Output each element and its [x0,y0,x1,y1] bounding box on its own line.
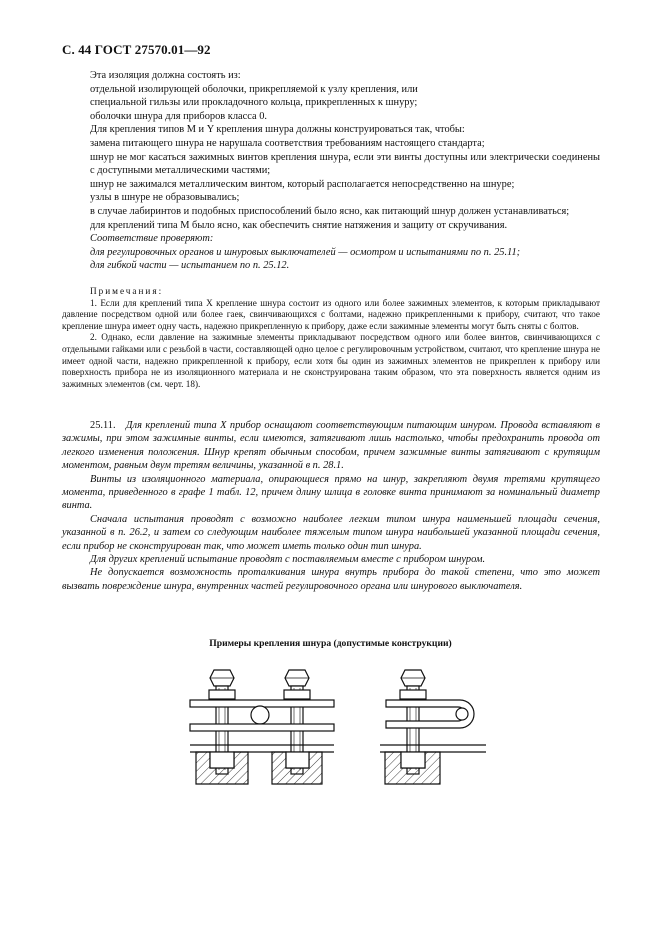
section-paragraph: Сначала испытания проводят с возможно наиболее легким типом шнура наименьшей площади сечения, указанной в п. 26.2, и затем со следующим наиболее тяжелым типом шнура наибольшей указанной площади сечения, если прибор не сконструирован так, что может иметь только один тип шнура. [62,513,600,552]
right-anchorage-figure [380,670,486,784]
cord-section [251,706,269,724]
intro-line: замена питающего шнура не нарушала соответствия требованиям настоящего стандарта; [90,137,485,149]
figure-title: Примеры крепления шнура (допустимые конструкции) [209,638,452,649]
note-item: 2. Однако, если давление на зажимные элементы прикладывают посредством одного или более винтов, свинчивающихся с отдельными гайками или с резьбой в части, составляющей одно целое с регулировочным устройством, считают, что крепление шнура не имеет одной части, надежно прикрепленной к прибору, если хотя бы один из зажимных элементов не прикреплен к прибору или поверхность прибора не из изоляционного материала и не сконструирована таким образом, что эта поверхность является одним из зажимных элементов (см. черт. 18). [62,332,600,389]
intro-line: специальной гильзы или прокладочного кольца, прикрепленных к шнуру; [90,97,418,109]
section-paragraph: Винты из изоляционного материала, опирающиеся прямо на шнур, закрепляют двумя третями крутящего момента, приведенного в графе 1 табл. 12, причем длину шлица в головке винта принимают за номинальный диаметр винта. [62,473,600,512]
intro-line: шнур не зажимался металлическим винтом, который располагается непосредственно на шнуре; [90,178,515,190]
intro-line: в случае лабиринтов и подобных приспособлений было ясно, как питающий шнур должен устанавливаться; [90,205,570,217]
intro-line: узлы в шнуре не образовывались; [90,192,240,204]
compliance-line: для регулировочных органов и шнуровых выключателей — осмотром и испытаниями по п. 25.11; [90,246,521,258]
intro-line: Эта изоляция должна состоять из: [90,70,241,81]
intro-line: Для крепления типов М и Y крепления шнура должны конструироваться так, чтобы: [90,124,465,136]
intro-line: отдельной изолирующей оболочки, прикрепляемой к узлу крепления, или [90,83,418,95]
clamp-plate [190,724,334,731]
notes-title: Примечания: [90,286,164,296]
intro-line: оболочки шнура для приборов класса 0. [90,110,267,122]
cord-section [456,708,468,720]
section-paragraph-text: Для креплений типа X прибор оснащают соответствующим питающим шнуром. Провода вставляют в зажимы, при этом зажимные винты, если имеются, затягивают лишь настолько, чтобы предохранить провода от легкого изменения положения. Шнур крепят обычным способом, причем зажимные винты затягивают с крутящим моментом, равным двум третям величины, указанной в п. 28.1. [62,420,601,472]
left-anchorage-figure [190,670,334,784]
section-paragraph: Для других креплений испытание проводят с поставляемым вместе с прибором шнуром. [90,554,486,566]
page-header: С. 44 ГОСТ 27570.01—92 [62,42,211,57]
compliance-line: для гибкой части — испытанием по п. 25.12. [90,260,290,272]
note-item: 1. Если для креплений типа X крепление шнура состоит из одного или более зажимных элементов, к которым прикладывают давление посредством одной или более гаек, свинчивающихся с болтами, надежно прикрепленными к прибору, считают, что такое крепление шнура имеет одну часть, надежно прикрепленную к прибору, даже если зажимные элементы могут быть сняты с болтов. [62,297,600,331]
intro-line: для креплений типа М было ясно, как обеспечить снятие натяжения и защиту от скручивания. [90,219,508,231]
section-number: 25.11. [90,420,116,431]
compliance-title: Соответствие проверяют: [90,233,214,245]
intro-line-text: шнур не мог касаться зажимных винтов крепления шнура, если эти винты доступны или электрически соединены с доступными металлическими частями; [90,151,600,177]
section-paragraph: Не допускается возможность проталкивания шнура внутрь прибора до такой степени, что это может вызвать повреждение шнура, внутренних частей регулировочного органа или шнурового выключателя. [62,567,600,592]
